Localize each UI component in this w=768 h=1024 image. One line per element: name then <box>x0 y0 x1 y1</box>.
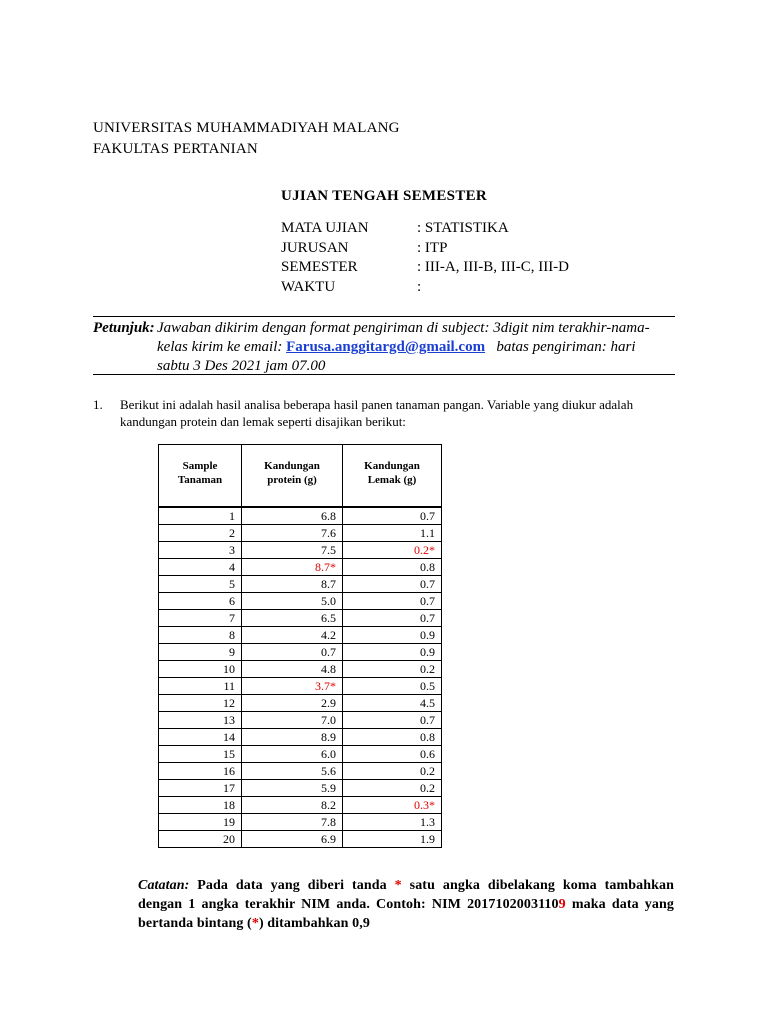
faculty-name: FAKULTAS PERTANIAN <box>93 141 258 157</box>
cell-sample: 18 <box>159 797 242 814</box>
cell-lemak: 0.3* <box>343 797 442 814</box>
instructions-line-2 <box>157 337 636 357</box>
instructions-label: Petunjuk: <box>93 320 155 336</box>
cell-protein: 0.7 <box>242 644 343 661</box>
cell-sample: 17 <box>159 780 242 797</box>
cell-sample: 19 <box>159 814 242 831</box>
cell-protein: 6.5 <box>242 610 343 627</box>
instructions-line-2-pre: kelas kirim ke email: <box>157 339 287 355</box>
cell-sample: 16 <box>159 763 242 780</box>
cell-protein: 8.7* <box>242 559 343 576</box>
meta-row-semester <box>281 259 601 279</box>
question-number: 1. <box>93 397 103 412</box>
question-text: Berikut ini adalah hasil analisa beberapa hasil panen tanaman pangan. Variable yang diukur adalah kandungan protein dan lemak seperti disajikan berikut: <box>120 397 634 429</box>
cell-protein: 2.9 <box>242 695 343 712</box>
header-fat: Kandungan Lemak (g) <box>343 445 442 507</box>
cell-lemak: 0.2 <box>343 780 442 797</box>
meta-value: : <box>417 278 422 295</box>
header-sample: Sample Tanaman <box>159 445 242 507</box>
cell-sample: 13 <box>159 712 242 729</box>
cell-lemak: 1.1 <box>343 525 442 542</box>
cell-protein: 6.9 <box>242 831 343 848</box>
table-row <box>159 593 442 610</box>
meta-value: : STATISTIKA <box>417 220 509 236</box>
meta-value: : III-A, III-B, III-C, III-D <box>417 259 570 275</box>
cell-sample: 1 <box>159 508 242 525</box>
star-marker: * <box>394 878 402 893</box>
table-row <box>159 729 442 746</box>
data-table <box>158 444 442 848</box>
nim-last-digit: 9 <box>558 897 566 912</box>
institution-header <box>93 118 400 160</box>
cell-protein: 5.0 <box>242 593 343 610</box>
cell-lemak: 0.5 <box>343 678 442 695</box>
meta-key: WAKTU <box>281 278 336 295</box>
table-row <box>159 627 442 644</box>
question-1 <box>93 396 653 436</box>
table-row <box>159 559 442 576</box>
cell-lemak: 1.9 <box>343 831 442 848</box>
table-row <box>159 712 442 729</box>
table-row <box>159 746 442 763</box>
meta-value: : ITP <box>417 239 448 256</box>
header-protein: Kandungan protein (g) <box>242 445 343 507</box>
cell-sample: 5 <box>159 576 242 593</box>
email-link[interactable]: Farusa.anggitargd@gmail.com <box>286 339 486 355</box>
cell-lemak: 4.5 <box>343 695 442 712</box>
table-row <box>159 678 442 695</box>
divider-bottom <box>93 374 675 375</box>
table-row <box>159 780 442 797</box>
cell-lemak: 0.7 <box>343 593 442 610</box>
cell-protein: 6.8 <box>242 508 343 525</box>
cell-lemak: 0.8 <box>343 559 442 576</box>
cell-lemak: 0.7 <box>343 712 442 729</box>
cell-sample: 4 <box>159 559 242 576</box>
cell-lemak: 1.3 <box>343 814 442 831</box>
table-row <box>159 661 442 678</box>
cell-lemak: 0.2* <box>343 542 442 559</box>
meta-key: MATA UJIAN <box>281 220 369 236</box>
cell-sample: 11 <box>159 678 242 695</box>
instructions <box>93 318 675 376</box>
note-label: Catatan: <box>138 878 190 893</box>
cell-protein: 3.7* <box>242 678 343 695</box>
cell-protein: 7.5 <box>242 542 343 559</box>
meta-row-department <box>281 240 601 260</box>
cell-lemak: 0.2 <box>343 661 442 678</box>
exam-title: UJIAN TENGAH SEMESTER <box>281 188 488 204</box>
instructions-line-3: sabtu 3 Des 2021 jam 07.00 <box>157 358 326 374</box>
cell-lemak: 0.6 <box>343 746 442 763</box>
cell-sample: 12 <box>159 695 242 712</box>
university-name: UNIVERSITAS MUHAMMADIYAH MALANG <box>93 120 400 136</box>
table-row <box>159 831 442 848</box>
cell-protein: 4.8 <box>242 661 343 678</box>
star-marker: * <box>251 916 259 931</box>
cell-sample: 20 <box>159 831 242 848</box>
table-row <box>159 797 442 814</box>
divider-top <box>93 316 675 317</box>
cell-lemak: 0.8 <box>343 729 442 746</box>
cell-sample: 6 <box>159 593 242 610</box>
table-row <box>159 644 442 661</box>
cell-sample: 10 <box>159 661 242 678</box>
cell-lemak: 0.7 <box>343 576 442 593</box>
table-row <box>159 610 442 627</box>
table-row <box>159 525 442 542</box>
cell-sample: 14 <box>159 729 242 746</box>
cell-protein: 5.6 <box>242 763 343 780</box>
cell-sample: 8 <box>159 627 242 644</box>
cell-protein: 8.7 <box>242 576 343 593</box>
meta-row-time <box>281 279 601 299</box>
cell-lemak: 0.7 <box>343 610 442 627</box>
cell-protein: 7.0 <box>242 712 343 729</box>
cell-sample: 15 <box>159 746 242 763</box>
instructions-line-1: Jawaban dikirim dengan format pengiriman di subject: 3digit nim terakhir-nama- <box>157 320 650 336</box>
cell-protein: 8.9 <box>242 729 343 746</box>
cell-protein: 4.2 <box>242 627 343 644</box>
cell-lemak: 0.2 <box>343 763 442 780</box>
meta-key: JURUSAN <box>281 239 349 256</box>
cell-sample: 9 <box>159 644 242 661</box>
cell-protein: 7.6 <box>242 525 343 542</box>
table-row <box>159 695 442 712</box>
cell-sample: 7 <box>159 610 242 627</box>
table-row <box>159 763 442 780</box>
note: Catatan: Pada data yang diberi tanda * satu angka dibelakang koma tambahkan dengan 1 angka terakhir NIM anda. Contoh: NIM 20171020031109 maka data yang bertanda bintang (*) ditambahkan 0,9 <box>138 878 674 931</box>
cell-sample: 3 <box>159 542 242 559</box>
table-row <box>159 508 442 525</box>
cell-protein: 5.9 <box>242 780 343 797</box>
meta-row-subject <box>281 220 601 240</box>
cell-lemak: 0.9 <box>343 644 442 661</box>
cell-sample: 2 <box>159 525 242 542</box>
table-row <box>159 814 442 831</box>
cell-protein: 7.8 <box>242 814 343 831</box>
cell-protein: 8.2 <box>242 797 343 814</box>
meta-key: SEMESTER <box>281 259 358 275</box>
exam-meta <box>281 220 601 298</box>
table-row <box>159 576 442 593</box>
instructions-line-2-post: batas pengiriman: hari <box>496 339 636 355</box>
cell-lemak: 0.7 <box>343 508 442 525</box>
cell-lemak: 0.9 <box>343 627 442 644</box>
cell-protein: 6.0 <box>242 746 343 763</box>
table-row <box>159 542 442 559</box>
